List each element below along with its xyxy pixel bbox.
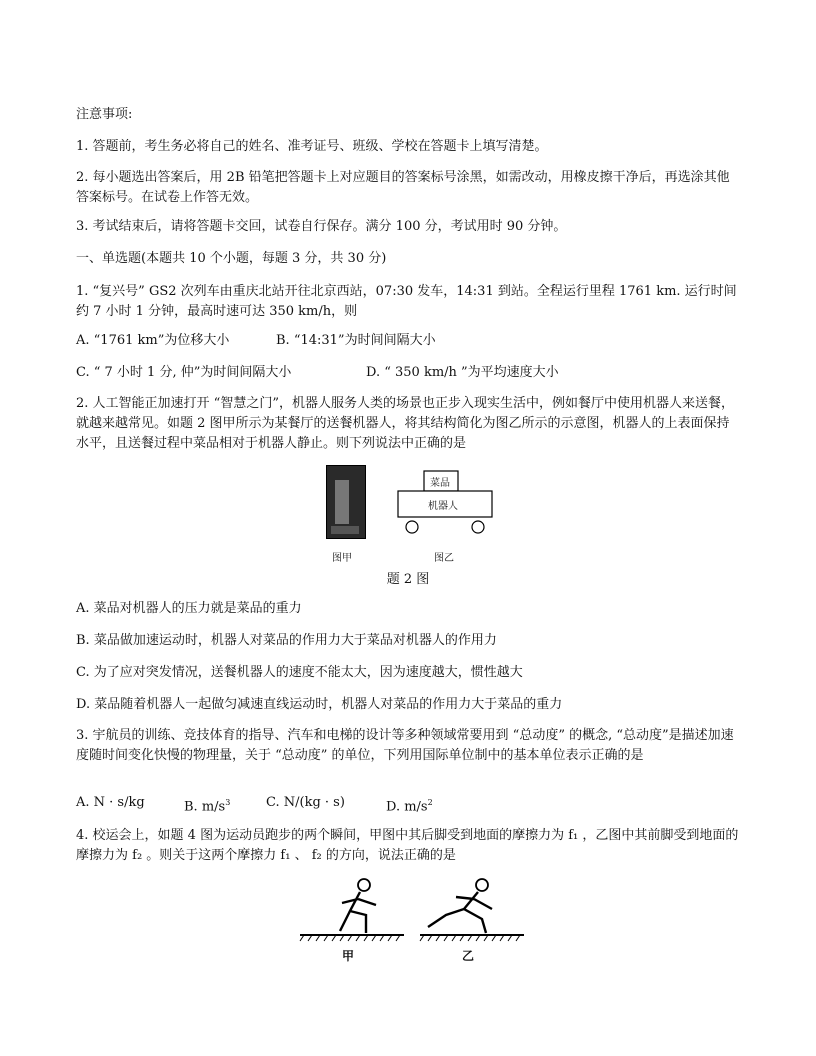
figure-label-a: 图甲 [332, 553, 352, 564]
q2-option-a: A. 菜品对机器人的压力就是菜品的重力 [76, 601, 302, 616]
q3-option-c: C. N/(kg · s) [266, 795, 345, 810]
q2-option-b: B. 菜品做加速运动时，机器人对菜品的作用力大于菜品对机器人的作用力 [76, 633, 497, 648]
q2-option-c: C. 为了应对突发情况，送餐机器人的速度不能太大，因为速度越大，惯性越大 [76, 665, 523, 680]
q3-option-a: A. N · s/kg [76, 795, 145, 810]
q2-stem: 2. 人工智能正加速打开 “智慧之门”，机器人服务人类的场景也正步入现实生活中，例如餐厅中使用机器人来送餐，就越来越常见。如题 2 图甲所示为某餐厅的送餐机器人，将其结构简化为图乙所示的示意图，机器人的上表面保持水平，且送餐过程中菜品相对于机器人静止。则下列说法中正确的是 [76, 396, 734, 451]
q1-option-a: A. “1761 km”为位移大小 [76, 333, 230, 348]
notice-title: 注意事项: [76, 107, 133, 122]
figure-label-b: 图乙 [434, 553, 454, 564]
q1-option-b: B. “14:31”为时间间隔大小 [276, 333, 436, 348]
robot-photo [326, 465, 366, 539]
notice-item-2: 2. 每小题选出答案后，用 2B 铅笔把答题卡上对应题目的答案标号涂黑，如需改动，用橡皮擦干净后，再选涂其他答案标号。在试卷上作答无效。 [76, 170, 730, 205]
q1-stem: 1. “复兴号” GS2 次列车由重庆北站开往北京西站，07:30 发车，14:31 到站。全程运行里程 1761 km. 运行时间约 7 小时 1 分钟，最高时速可达 350 km/h，则 [76, 284, 737, 319]
q4-stem: 4. 校运会上，如题 4 图为运动员跑步的两个瞬间，甲图中其后脚受到地面的摩擦力为 f₁ ，乙图中其前脚受到地面的摩擦力为 f₂ 。则关于这两个摩擦力 f₁ 、 f₂ 的方向，说法正确的是 [76, 828, 739, 863]
q3-option-d: D. $m/s^2$ [386, 798, 433, 815]
figure-label-b: 乙 [462, 949, 475, 963]
runners-diagram [296, 875, 526, 945]
notice-item-1: 1. 答题前，考生务必将自己的姓名、准考证号、班级、学校在答题卡上填写清楚。 [76, 139, 548, 154]
figure-label-a: 甲 [342, 949, 355, 963]
notice-item-3: 3. 考试结束后，请将答题卡交回，试卷自行保存。满分 100 分，考试用时 90 分钟。 [76, 219, 567, 234]
q2-figure [326, 465, 516, 575]
q1-option-c: C. “ 7 小时 1 分, 仲”为时间间隔大小 [76, 365, 292, 380]
q1-option-d: D. “ 350 km/h ”为平均速度大小 [366, 365, 559, 380]
label-robot: 机器人 [428, 501, 458, 512]
q2-figure-caption: 题 2 图 [386, 572, 430, 587]
q4-figure [296, 875, 526, 975]
label-food: 菜品 [430, 478, 450, 489]
q3-stem: 3. 宇航员的训练、竞技体育的指导、汽车和电梯的设计等多种领域常要用到 “总动度” 的概念, “总动度”是描述加速度随时间变化快慢的物理量，关于 “总动度” 的单位，下列用国际单位制中的基本单位表示正确的是 [76, 728, 734, 763]
q3-option-b: B. $m/s^3$ [184, 798, 231, 815]
section-title: 一、单选题(本题共 10 个小题，每题 3 分，共 30 分) [76, 251, 387, 266]
q2-option-d: D. 菜品随着机器人一起做匀减速直线运动时，机器人对菜品的作用力大于菜品的重力 [76, 697, 563, 712]
